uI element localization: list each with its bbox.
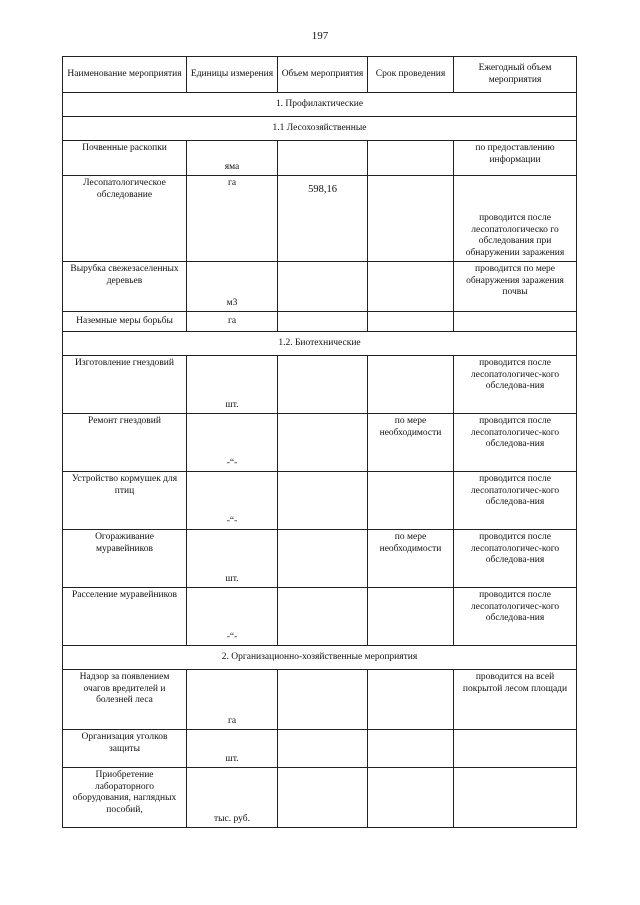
table-row — [63, 312, 577, 332]
cell-annual: проводится после лесопатологичес-кого обследова-ния — [454, 356, 577, 414]
section-row — [63, 646, 577, 670]
cell-term — [368, 312, 454, 332]
cell-annual: проводится после лесопатологичес-кого обследова-ния — [454, 530, 577, 588]
cell-volume — [278, 262, 368, 312]
cell-annual: проводится после лесопатологичес-кого обследова-ния — [454, 414, 577, 472]
cell-term — [368, 670, 454, 730]
cell-unit: -“- — [187, 414, 278, 472]
cell-volume — [278, 356, 368, 414]
table-row — [63, 530, 577, 588]
section-row — [63, 117, 577, 141]
cell-volume — [278, 414, 368, 472]
cell-term — [368, 730, 454, 768]
table-row — [63, 730, 577, 768]
section-biotechnical: 1.2. Биотехнические — [63, 332, 577, 356]
section-row — [63, 93, 577, 117]
cell-name: Наземные меры борьбы — [63, 312, 187, 332]
cell-unit: шт. — [187, 730, 278, 768]
cell-annual: по предоставлению информации — [454, 141, 577, 176]
cell-unit: тыс. руб. — [187, 768, 278, 828]
cell-volume — [278, 312, 368, 332]
cell-annual: проводится по мере обнаружения заражения почвы — [454, 262, 577, 312]
table-row — [63, 588, 577, 646]
cell-annual: проводится после лесопатологичес-кого обследова-ния — [454, 588, 577, 646]
header-volume: Объем мероприятия — [278, 57, 368, 93]
cell-name: Почвенные раскопки — [63, 141, 187, 176]
cell-annual: проводится после лесопатологичес-кого обследова-ния — [454, 472, 577, 530]
page-number: 197 — [311, 30, 329, 42]
cell-unit: га — [187, 312, 278, 332]
cell-term — [368, 588, 454, 646]
cell-annual — [454, 768, 577, 828]
table-row — [63, 262, 577, 312]
cell-name: Изготовление гнездовий — [63, 356, 187, 414]
cell-term: по мере необходимости — [368, 414, 454, 472]
cell-volume — [278, 768, 368, 828]
protection-measures-table — [62, 56, 577, 828]
cell-term — [368, 472, 454, 530]
cell-volume — [278, 670, 368, 730]
cell-name: Надзор за появлением очагов вредителей и болезней леса — [63, 670, 187, 730]
cell-term — [368, 141, 454, 176]
cell-annual: проводится после лесопатологическо го обследования при обнаружении заражения — [454, 176, 577, 262]
cell-name: Огораживание муравейников — [63, 530, 187, 588]
cell-term — [368, 176, 454, 262]
cell-annual: проводится на всей покрытой лесом площади — [454, 670, 577, 730]
section-organizational: 2. Организационно-хозяйственные мероприятия — [63, 646, 577, 670]
section-forestry: 1.1 Лесохозяйственные — [63, 117, 577, 141]
header-unit: Единицы измерения — [187, 57, 278, 93]
cell-unit: га — [187, 670, 278, 730]
volume-value: 598,16 — [308, 184, 337, 195]
cell-volume — [278, 530, 368, 588]
cell-unit: га — [187, 176, 278, 262]
cell-term — [368, 768, 454, 828]
cell-name: Лесопатологическое обследование — [63, 176, 187, 262]
cell-name: Расселение муравейников — [63, 588, 187, 646]
cell-name: Приобретение лабораторного оборудования, наглядных пособий, — [63, 768, 187, 828]
table-row — [63, 141, 577, 176]
table-row — [63, 414, 577, 472]
cell-name: Устройство кормушек для птиц — [63, 472, 187, 530]
cell-name: Ремонт гнездовий — [63, 414, 187, 472]
cell-term: по мере необходимости — [368, 530, 454, 588]
cell-unit: шт. — [187, 530, 278, 588]
header-name: Наименование мероприятия — [63, 57, 187, 93]
table-row — [63, 670, 577, 730]
section-row — [63, 332, 577, 356]
header-term: Срок проведения — [368, 57, 454, 93]
table-row — [63, 176, 577, 262]
header-annual: Ежегодный объем мероприятия — [454, 57, 577, 93]
cell-unit: м3 — [187, 262, 278, 312]
cell-unit: -“- — [187, 472, 278, 530]
table-row — [63, 768, 577, 828]
cell-volume — [278, 141, 368, 176]
table-row — [63, 356, 577, 414]
cell-volume — [278, 472, 368, 530]
section-preventive: 1. Профилактические — [63, 93, 577, 117]
cell-volume — [278, 176, 368, 262]
cell-name: Вырубка свежезаселенных деревьев — [63, 262, 187, 312]
cell-unit: шт. — [187, 356, 278, 414]
cell-term — [368, 262, 454, 312]
cell-volume — [278, 730, 368, 768]
cell-unit: -“- — [187, 588, 278, 646]
cell-annual — [454, 730, 577, 768]
cell-unit: яма — [187, 141, 278, 176]
cell-name: Организация уголков защиты — [63, 730, 187, 768]
table-row — [63, 472, 577, 530]
cell-volume — [278, 588, 368, 646]
table-header-row — [63, 57, 577, 93]
cell-term — [368, 356, 454, 414]
cell-annual — [454, 312, 577, 332]
